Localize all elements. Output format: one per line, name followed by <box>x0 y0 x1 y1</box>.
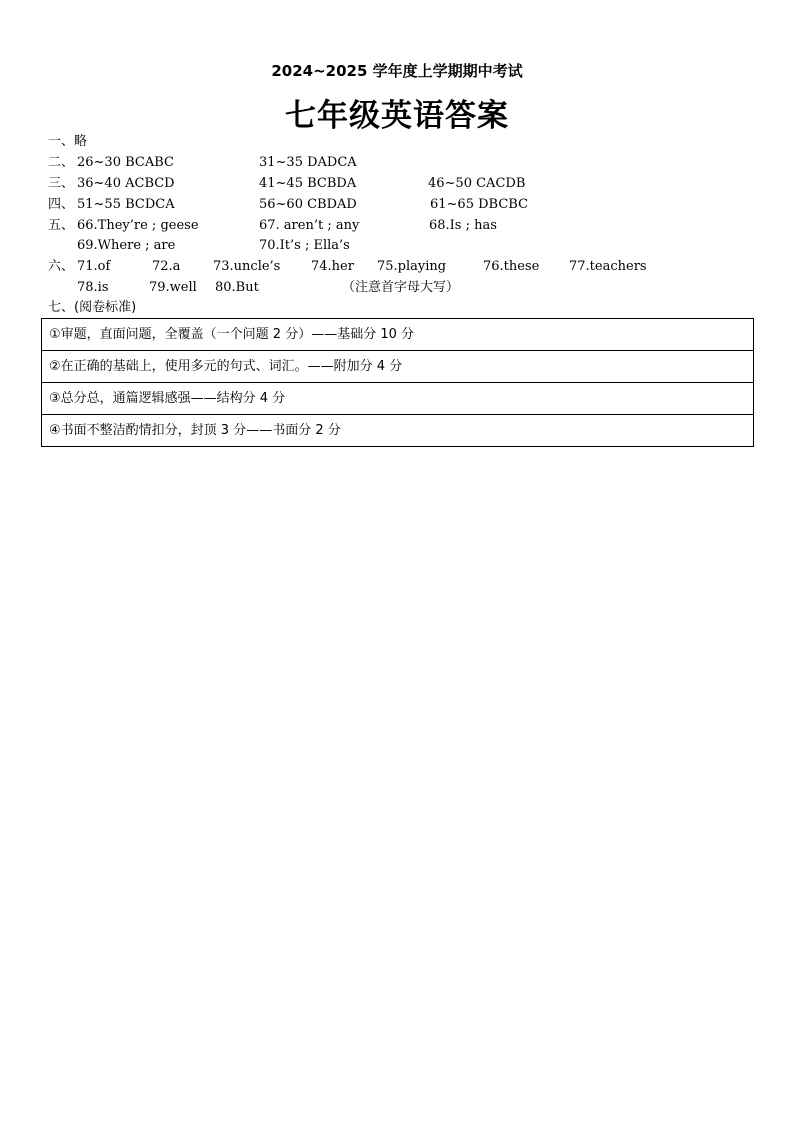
answer-78: 78.is <box>77 280 109 295</box>
answer-26-30: 26~30 BCABC <box>77 155 174 170</box>
section-7-label: 七、(阅卷标准) <box>48 300 137 315</box>
answer-76: 76.these <box>483 259 540 274</box>
rubric-row: ③总分总，通篇逻辑感强——结构分 4 分 <box>42 383 753 415</box>
answer-41-45: 41~45 BCBDA <box>259 176 357 191</box>
section-2-label: 二、 <box>48 155 75 170</box>
answer-66: 66.They’re ; geese <box>77 218 199 233</box>
grading-rubric-table <box>41 318 754 447</box>
answer-77: 77.teachers <box>569 259 647 274</box>
answer-68: 68.Is ; has <box>429 218 497 233</box>
section-5-label: 五、 <box>48 218 75 233</box>
rubric-row: ①审题，直面问题，全覆盖（一个问题 2 分）——基础分 10 分 <box>42 319 753 351</box>
answer-73: 73.uncle’s <box>213 259 281 274</box>
answer-67: 67. aren’t ; any <box>259 218 360 233</box>
rubric-row: ④书面不整洁酌情扣分，封顶 3 分——书面分 2 分 <box>42 415 753 447</box>
rubric-row: ②在正确的基础上，使用多元的句式、词汇。——附加分 4 分 <box>42 351 753 383</box>
answer-31-35: 31~35 DADCA <box>259 155 357 170</box>
answer-74: 74.her <box>311 259 354 274</box>
answer-46-50: 46~50 CACDB <box>428 176 526 191</box>
section-1-label: 一、略 <box>48 134 88 149</box>
answer-36-40: 36~40 ACBCD <box>77 176 175 191</box>
answer-51-55: 51~55 BCDCA <box>77 197 175 212</box>
section-4-label: 四、 <box>48 197 75 212</box>
section-3-label: 三、 <box>48 176 75 191</box>
answer-61-65: 61~65 DBCBC <box>430 197 529 212</box>
answer-79: 79.well <box>149 280 197 295</box>
page-title: 七年级英语答案 <box>285 98 509 134</box>
answer-72: 72.a <box>152 259 181 274</box>
capitalization-note: （注意首字母大写） <box>342 280 460 295</box>
answer-71: 71.of <box>77 259 111 274</box>
answer-80: 80.But <box>215 280 259 295</box>
answer-56-60: 56~60 CBDAD <box>259 197 357 212</box>
answer-75: 75.playing <box>377 259 447 274</box>
answer-70: 70.It’s ; Ella’s <box>259 238 350 253</box>
section-6-label: 六、 <box>48 259 75 274</box>
exam-subtitle: 2024~2025 学年度上学期期中考试 <box>271 62 523 80</box>
answer-69: 69.Where ; are <box>77 238 176 253</box>
